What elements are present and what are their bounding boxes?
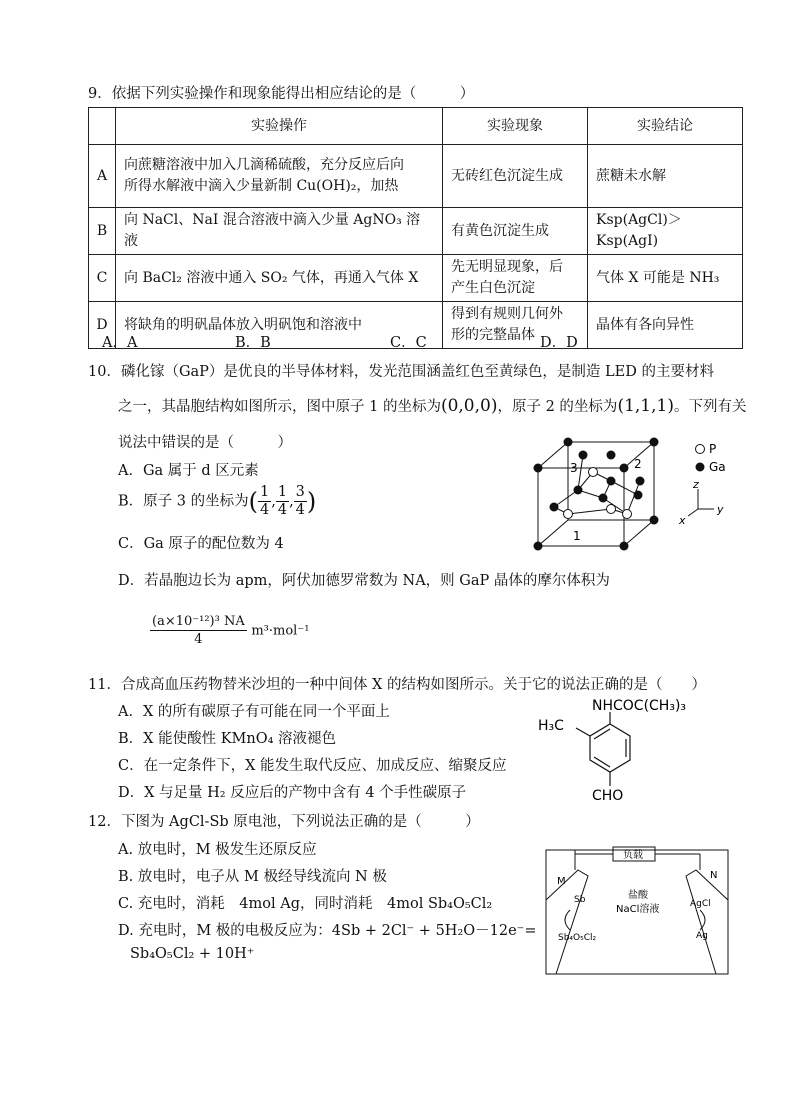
q9-table — [88, 107, 743, 349]
axis-z-label: z — [693, 478, 699, 491]
electrode-n-label: N — [710, 870, 718, 881]
struct-left-group: H₃C — [538, 718, 564, 734]
q11-option-d[interactable]: D．X 与足量 H₂ 反应后的产物中含有 4 个手性碳原子 — [118, 785, 467, 801]
q10-option-d[interactable]: D．若晶胞边长为 apm，阿伏加德罗常数为 NA，则 GaP 晶体的摩尔体积为 — [118, 573, 610, 589]
legend-p-label: P — [709, 442, 717, 456]
axis-y-label: y — [717, 503, 724, 516]
q12-stem: 12．下图为 AgCl-Sb 原电池，下列说法正确的是（ ） — [88, 814, 480, 830]
q11-option-a[interactable]: A．X 的所有碳原子有可能在同一个平面上 — [118, 704, 390, 720]
q10-option-a[interactable]: A．Ga 属于 d 区元素 — [118, 463, 259, 479]
table-row: C 向 BaCl₂ 溶液中通入 SO₂ 气体，再通入气体 X 先无明显现象，后 产生白色沉淀 气体 X 可能是 NH₃ — [89, 255, 743, 302]
q10-option-d-formula: $\frac{\text{(a×10⁻¹²)³ NA}}{4}$ m³·mol⁻¹ — [152, 614, 310, 647]
legend-p-marker — [696, 445, 705, 454]
right-electrode-top: AgCl — [690, 899, 711, 909]
q12-option-d-cont: Sb₄O₅Cl₂ + 10H⁺ — [130, 946, 255, 962]
q11-option-b[interactable]: B．X 能使酸性 KMnO₄ 溶液褪色 — [118, 731, 337, 747]
struct-top-group: NHCOC(CH₃)₃ — [592, 698, 687, 714]
q12-option-b[interactable]: B. 放电时，电子从 M 极经导线流向 N 极 — [118, 869, 387, 885]
q9-option-c[interactable]: C．C — [390, 335, 427, 351]
table-row: D 将缺角的明矾晶体放入明矾饱和溶液中 得到有规则几何外 形的完整晶体 晶体有各向异性 — [89, 302, 743, 349]
q9-option-d[interactable]: D．D — [540, 335, 578, 351]
q11-option-c[interactable]: C．在一定条件下，X 能发生取代反应、加成反应、缩聚反应 — [118, 758, 507, 774]
header-conc: 实验结论 — [588, 108, 743, 145]
q12-option-d[interactable]: D. 充电时，M 极的电极反应为：4Sb + 2Cl⁻ + 5H₂O－12e⁻= — [118, 923, 537, 939]
q10-option-c[interactable]: C．Ga 原子的配位数为 4 — [118, 536, 284, 552]
q10-stem-line3: 说法中错误的是（ ） — [118, 435, 292, 451]
table-row: B 向 NaCl、NaI 混合溶液中滴入少量 AgNO₃ 溶液 有黄色沉淀生成 Ksp(AgCl)＞Ksp(AgI) — [89, 208, 743, 255]
q9-option-b[interactable]: B．B — [235, 335, 271, 351]
q12-option-a[interactable]: A. 放电时，M 极发生还原反应 — [118, 842, 317, 858]
header-op: 实验操作 — [116, 108, 443, 145]
left-electrode-top: Sb — [574, 895, 586, 905]
left-electrode-bottom: Sb₄O₅Cl₂ — [558, 933, 597, 943]
atom-label-2: 2 — [634, 457, 642, 471]
electrolyte-label-1: 盐酸 — [628, 890, 648, 901]
right-electrode-bottom: Ag — [696, 931, 708, 941]
crystal-cell-figure — [528, 432, 738, 552]
header-obs: 实验现象 — [443, 108, 588, 145]
legend-ga-label: Ga — [709, 460, 726, 474]
atom-label-1: 1 — [573, 529, 581, 543]
atom-label-3: 3 — [570, 461, 578, 475]
load-label: 负载 — [623, 850, 643, 861]
electrolyte-label-2: NaCl溶液 — [616, 904, 660, 915]
electrode-m-label: M — [557, 876, 566, 887]
table-header-row — [89, 108, 743, 145]
q12-option-c[interactable]: C. 充电时，消耗 4mol Ag，同时消耗 4mol Sb₄O₅Cl₂ — [118, 896, 493, 912]
galvanic-cell-figure — [530, 840, 740, 980]
q10-stem-line1: 10．磷化镓（GaP）是优良的半导体材料，发光范围涵盖红色至黄绿色，是制造 LED 的主要材料 — [88, 364, 714, 380]
table-row: A 向蔗糖溶液中加入几滴稀硫酸，充分反应后向 所得水解液中滴入少量新制 Cu(OH)₂，加热 无砖红色沉淀生成 蔗糖未水解 — [89, 145, 743, 208]
q9-option-a[interactable]: A．A — [102, 335, 138, 351]
struct-bottom-group: CHO — [592, 788, 624, 804]
q10-option-b[interactable]: B．原子 3 的坐标为( $\frac{1}{4}$ , $\frac{1}{4}$ , $\frac{3}{4}$ ) — [118, 484, 317, 518]
axis-x-label: x — [679, 514, 686, 527]
q9-stem: 9．依据下列实验操作和现象能得出相应结论的是（ ） — [88, 86, 475, 102]
molecule-structure — [530, 696, 710, 808]
q10-stem-line2: 之一，其晶胞结构如图所示，图中原子 1 的坐标为(0,0,0)，原子 2 的坐标为(1,1,1)。下列有关 — [118, 396, 747, 416]
axis-indicator — [688, 489, 714, 516]
legend-ga-marker — [696, 463, 705, 472]
q11-stem: 11．合成高血压药物替米沙坦的一种中间体 X 的结构如图所示。关于它的说法正确的是（ ） — [88, 677, 706, 693]
